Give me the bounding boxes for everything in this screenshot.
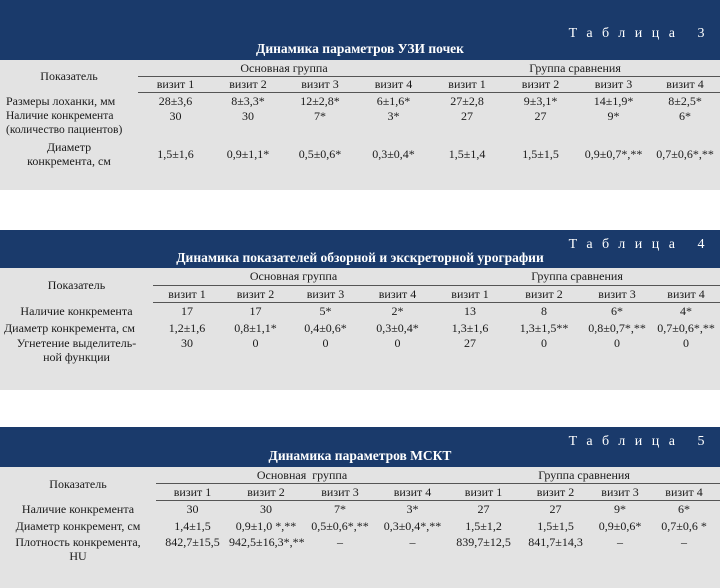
group-compare-header: Группа сравнения	[448, 467, 720, 483]
cell: 6*	[679, 109, 692, 123]
cell: 7*	[314, 109, 326, 123]
table-title: Динамика параметров УЗИ почек	[256, 41, 464, 56]
table-title: Динамика параметров МСКТ	[268, 448, 452, 463]
cell: 841,7±14,3	[528, 535, 583, 549]
visit-header: визит 1	[434, 285, 506, 302]
cell: 28±3,6	[158, 93, 193, 108]
cell: 5*	[319, 303, 332, 318]
data-table	[0, 268, 720, 366]
cell: 0,3±0,4*	[372, 147, 415, 161]
row-label: Наличие конкремента	[21, 501, 135, 516]
table-number: Таблица 3	[568, 26, 714, 41]
visit-header: визит 1	[153, 285, 221, 302]
cell: 3*	[406, 501, 419, 516]
visit-header: визит 3	[290, 285, 361, 302]
cell: 1,5±1,5	[537, 519, 574, 533]
cell: 17	[249, 303, 262, 318]
cell: 0,8±1,1*	[234, 320, 277, 335]
cell: 2*	[391, 303, 404, 318]
cell: 0	[541, 336, 548, 350]
table-number: Таблица 5	[568, 434, 714, 449]
table-header	[0, 0, 720, 60]
visit-header: визит 4	[377, 483, 448, 500]
table-row	[0, 517, 720, 535]
cell: 27	[477, 501, 490, 516]
row-label: Диаметр конкремента, см	[4, 320, 136, 335]
cell: 0,9±1,1*	[226, 147, 270, 161]
table-5	[0, 427, 720, 588]
row-label: Диаметр конкремент, см	[15, 519, 141, 533]
visit-header: визит 3	[283, 76, 357, 92]
row-label: Размеры лоханки, мм	[6, 93, 116, 108]
cell: –	[337, 535, 343, 549]
cell: 842,7±15,5	[165, 535, 220, 549]
cell: 30	[260, 501, 272, 516]
visit-header: визит 2	[229, 483, 303, 500]
cell: 0	[322, 336, 329, 350]
cell: 27±2,8	[450, 93, 484, 108]
cell: 3*	[387, 109, 400, 123]
group-main-header: Основная группа	[153, 268, 434, 285]
row-label: Диаметр конкремента, см	[27, 140, 111, 168]
row-label: Наличие конкремента	[20, 303, 133, 318]
group-main-header: Основная группа	[138, 60, 430, 76]
table-body	[0, 60, 720, 190]
cell: 1,2±1,6	[168, 320, 206, 335]
cell: 13	[464, 303, 477, 318]
visit-header: визит 2	[519, 483, 592, 500]
cell: 4*	[680, 303, 693, 318]
cell: 0,5±0,6*,**	[311, 519, 369, 533]
table-4	[0, 230, 720, 390]
cell: 6*	[611, 303, 624, 318]
group-main-header: Основная группа	[156, 467, 448, 483]
visit-header: визит 3	[303, 483, 377, 500]
cell: 0,7±0,6 *	[661, 519, 707, 533]
cell: 9*	[614, 501, 627, 516]
visit-header: визит 4	[361, 285, 434, 302]
cell: 8±2,5*	[668, 93, 702, 108]
cell: 0	[252, 336, 259, 350]
table-row	[0, 302, 720, 319]
cell: 9*	[607, 109, 620, 123]
table-3	[0, 0, 720, 190]
cell: 0,3±0,4*	[376, 320, 419, 335]
visit-header: визит 1	[138, 76, 213, 92]
cell: –	[409, 535, 416, 549]
cell: 30	[242, 109, 254, 123]
cell: 0,8±0,7*,**	[588, 320, 646, 335]
row-label: Угнетение выделитель-ной функции	[16, 336, 137, 364]
cell: 1,3±1,6	[451, 320, 489, 335]
visit-header: визит 2	[221, 285, 290, 302]
table-row	[0, 336, 720, 366]
cell: 0,9±0,7*,**	[584, 147, 643, 161]
indicator-header: Показатель	[40, 69, 98, 83]
cell: 1,5±1,5	[522, 147, 559, 161]
cell: 0	[614, 336, 621, 350]
cell: 30	[186, 501, 199, 516]
visit-header: визит 4	[648, 483, 720, 500]
cell: 0,4±0,6*	[304, 320, 347, 335]
row-label: Наличие конкремента (количество пациентов)	[6, 110, 123, 136]
cell: 0,5±0,6*	[298, 147, 342, 161]
cell: 942,5±16,3*,**	[229, 535, 305, 549]
table-header	[0, 427, 720, 467]
cell: 27	[534, 109, 547, 123]
table-row	[0, 500, 720, 517]
cell: 0,9±0,6*	[598, 519, 642, 533]
cell: 1,5±1,4	[448, 147, 486, 161]
cell: 0,7±0,6*,**	[657, 320, 715, 335]
table-row	[0, 535, 720, 565]
cell: 30	[181, 336, 193, 350]
data-table	[0, 467, 720, 565]
visit-header: визит 1	[430, 76, 504, 92]
visit-header: визит 1	[156, 483, 229, 500]
cell: 839,7±12,5	[456, 535, 511, 549]
cell: 12±2,8*	[300, 93, 340, 108]
visit-header: визит 2	[213, 76, 283, 92]
group-compare-header: Группа сравнения	[430, 60, 720, 76]
table-title: Динамика показателей обзорной и экскреторной урографии	[176, 250, 544, 265]
cell: 6*	[678, 501, 691, 516]
cell: 30	[169, 109, 182, 123]
table-header	[0, 230, 720, 268]
cell: 0,7±0,6*,**	[656, 147, 714, 161]
cell: 27	[461, 109, 474, 123]
cell: 14±1,9*	[593, 93, 634, 108]
cell: 0,3±0,4*,**	[383, 519, 442, 533]
visit-header: визит 2	[506, 285, 582, 302]
table-row	[0, 109, 720, 137]
table-row	[0, 137, 720, 171]
visit-header: визит 1	[448, 483, 519, 500]
cell: 6±1,6*	[376, 93, 411, 108]
table-row	[0, 319, 720, 336]
visit-header: визит 3	[592, 483, 648, 500]
visit-header: визит 4	[650, 76, 720, 92]
cell: –	[681, 535, 688, 549]
cell: 8	[541, 303, 548, 318]
table-row	[0, 92, 720, 109]
visit-header: визит 2	[504, 76, 577, 92]
cell: 1,5±1,2	[465, 519, 502, 533]
cell: 1,4±1,5	[174, 519, 211, 533]
cell: 17	[181, 303, 193, 318]
visit-header: визит 3	[577, 76, 650, 92]
indicator-header: Показатель	[49, 476, 107, 491]
cell: 0	[683, 336, 690, 350]
cell: 1,3±1,5**	[519, 320, 569, 335]
table-number: Таблица 4	[568, 237, 714, 252]
cell: 0	[394, 336, 401, 350]
cell: 9±3,1*	[523, 93, 558, 108]
cell: –	[617, 535, 624, 549]
cell: 27	[549, 501, 562, 516]
cell: 1,5±1,6	[157, 147, 194, 161]
cell: 8±3,3*	[231, 93, 265, 108]
indicator-header: Показатель	[47, 278, 106, 292]
cell: 0,9±1,0 *,**	[235, 519, 297, 533]
group-compare-header: Группа сравнения	[434, 268, 720, 285]
table-body	[0, 467, 720, 588]
cell: 27	[464, 336, 477, 350]
table-body	[0, 268, 720, 390]
visit-header: визит 4	[652, 285, 720, 302]
visit-header: визит 4	[357, 76, 430, 92]
visit-header: визит 3	[582, 285, 652, 302]
data-table	[0, 60, 720, 171]
cell: 7*	[334, 501, 346, 516]
row-label: Плотность конкремента, HU	[15, 535, 141, 563]
